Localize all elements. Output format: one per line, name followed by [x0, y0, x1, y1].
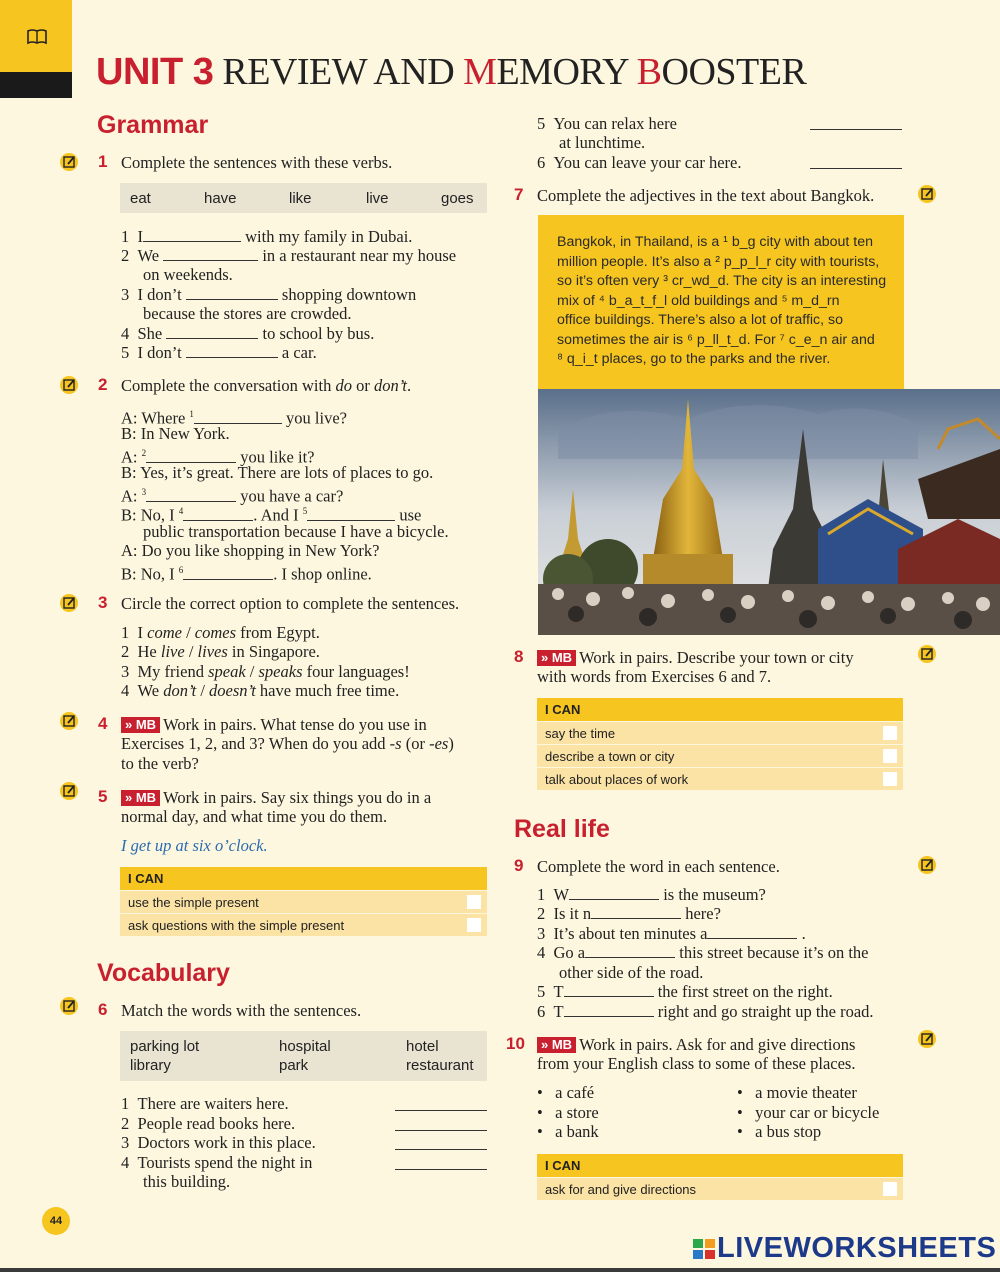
exercise-number: 5 [98, 787, 108, 806]
exercise-instruction-line: normal day, and what time you do them. [121, 807, 388, 826]
word-option: hotel [406, 1038, 439, 1055]
list-item: 1 There are waiters here. [121, 1094, 289, 1113]
list-item: 3 I don’t shopping downtown [121, 285, 417, 304]
text-line: ⁸ q_i_t places, go to the parks and the river. [557, 351, 831, 367]
option[interactable]: speak [208, 662, 246, 681]
memory-booster-badge: » MB [121, 717, 160, 733]
word-option: library [130, 1057, 171, 1074]
dialogue-line: B: No, I $^4$ . And I $^5$ use [121, 505, 422, 525]
word-option: parking lot [130, 1038, 200, 1055]
list-item: 6 You can leave your car here. [537, 153, 742, 172]
book-icon [26, 28, 48, 46]
exercise-number: 6 [98, 1000, 108, 1019]
answer-blank[interactable] [194, 410, 282, 424]
answer-blank[interactable] [186, 286, 278, 300]
real-life-heading: Real life [514, 815, 610, 843]
text-line: office buildings. There’s also a lot of traffic, so [557, 312, 844, 328]
bullet-item: • a café [537, 1083, 595, 1102]
answer-blank[interactable] [707, 925, 797, 939]
answer-blank[interactable] [307, 507, 395, 521]
answer-blank[interactable] [810, 116, 902, 130]
exercise-instruction: Complete the word in each sentence. [537, 857, 780, 876]
exercise-instruction: » MB Work in pairs. What tense do you use in [121, 715, 427, 735]
exercise-instruction: » MB Work in pairs. Describe your town or city [537, 648, 854, 668]
exercise-number: 10 [506, 1034, 525, 1053]
verb-option: eat [130, 190, 151, 207]
answer-blank[interactable] [166, 325, 258, 339]
list-item: 2 People read books here. [121, 1114, 296, 1133]
text-line: so it’s often very ³ cr_wd_d. The city is an interesting [557, 273, 887, 289]
dialogue-line: A: $^3$ you have a car? [121, 486, 344, 506]
bullet-item: • a bus stop [737, 1122, 822, 1141]
text-line: Bangkok, in Thailand, is a ¹ b_g city with about ten [557, 234, 873, 250]
memory-booster-badge: » MB [537, 1037, 576, 1053]
checkbox[interactable] [883, 726, 897, 740]
i-can-heading: I CAN [537, 698, 903, 721]
bullet-item: • a bank [537, 1122, 599, 1141]
memory-booster-badge: » MB [537, 650, 576, 666]
i-can-row: say the time [537, 721, 903, 744]
answer-blank[interactable] [591, 905, 681, 919]
verb-option: like [289, 190, 312, 207]
option[interactable]: comes [194, 623, 237, 642]
exercise-number: 8 [514, 647, 524, 666]
answer-blank[interactable] [183, 507, 253, 521]
answer-blank[interactable] [146, 488, 236, 502]
word-option: restaurant [406, 1057, 474, 1074]
exercise-instruction: Complete the sentences with these verbs. [121, 153, 393, 172]
answer-blank[interactable] [810, 155, 902, 169]
bullet-item: • a movie theater [737, 1083, 857, 1102]
answer-blank[interactable] [569, 886, 659, 900]
checkbox[interactable] [467, 918, 481, 932]
answer-blank[interactable] [186, 344, 278, 358]
option[interactable]: lives [197, 642, 228, 661]
word-box [120, 1031, 487, 1081]
list-item-continued: this building. [143, 1172, 231, 1191]
verb-option: live [366, 190, 389, 207]
i-can-heading: I CAN [120, 867, 487, 890]
i-can-row: describe a town or city [537, 744, 903, 767]
i-can-row: use the simple present [120, 890, 487, 913]
verb-option: goes [441, 190, 474, 207]
dialogue-line: B: No, I $^6$ . I shop online. [121, 564, 372, 584]
i-can-row: ask for and give directions [537, 1177, 903, 1200]
exercise-instruction: » MB Work in pairs. Say six things you do in a [121, 788, 431, 808]
text-line: mix of ⁴ b_a_t_f_l old buildings and ⁵ m_d_rn [557, 292, 840, 309]
answer-blank[interactable] [395, 1097, 487, 1111]
option[interactable]: speaks [258, 662, 303, 681]
memory-booster-badge: » MB [121, 790, 160, 806]
exercise-instruction-line: Exercises 1, 2, and 3? When do you add -s (or -es) [121, 734, 454, 753]
dialogue-line: B: In New York. [121, 424, 230, 443]
i-can-heading: I CAN [537, 1154, 903, 1177]
verb-box [120, 183, 487, 213]
option[interactable]: live [160, 642, 185, 661]
answer-blank[interactable] [564, 1003, 654, 1017]
answer-blank[interactable] [395, 1136, 487, 1150]
answer-blank[interactable] [143, 228, 241, 242]
pencil-icon [60, 997, 78, 1015]
list-item: 6 T right and go straight up the road. [537, 1002, 874, 1021]
verb-option: have [204, 190, 237, 207]
list-item: 3 My friend speak / speaks four languages! [121, 662, 410, 681]
page-title: UNIT 3 REVIEW AND MEMORY BOOSTER [96, 51, 807, 93]
text-line: sometimes the air is ⁶ p_ll_t_d. For ⁷ c_e_n air and [557, 331, 875, 348]
pencil-icon [60, 376, 78, 394]
list-item: 2 We in a restaurant near my house [121, 246, 457, 265]
example-sentence: I get up at six o’clock. [121, 836, 268, 855]
exercise-number: 7 [514, 185, 524, 204]
checkbox[interactable] [467, 895, 481, 909]
i-can-row: ask questions with the simple present [120, 913, 487, 936]
exercise-number: 1 [98, 152, 108, 171]
list-item: 2 He live / lives in Singapore. [121, 642, 320, 661]
pencil-icon [918, 1030, 936, 1048]
checkbox[interactable] [883, 749, 897, 763]
pencil-icon [60, 782, 78, 800]
dialogue-line: A: $^2$ you like it? [121, 447, 315, 467]
list-item: 5 I don’t a car. [121, 343, 317, 362]
list-item: 1 I come / comes from Egypt. [121, 623, 320, 642]
grammar-heading: Grammar [97, 111, 209, 139]
vocabulary-heading: Vocabulary [97, 959, 230, 987]
list-item-continued: at lunchtime. [559, 133, 646, 152]
answer-blank[interactable] [564, 983, 654, 997]
list-item: 5 T the first street on the right. [537, 982, 833, 1001]
i-can-row: talk about places of work [537, 767, 903, 790]
word-option: hospital [279, 1038, 331, 1055]
exercise-instruction: Match the words with the sentences. [121, 1001, 362, 1020]
exercise-number: 9 [514, 856, 524, 875]
dialogue-line: A: Do you like shopping in New York? [121, 541, 380, 560]
answer-blank[interactable] [395, 1156, 487, 1170]
exercise-number: 2 [98, 375, 108, 394]
answer-blank[interactable] [585, 944, 675, 958]
i-can-box [120, 867, 487, 936]
liveworksheets-logo[interactable]: LIVEWORKSHEETS [693, 1232, 996, 1265]
text-line: million people. It’s also a ² p_p_l_r city with tourists, [557, 253, 880, 270]
logo-mark-icon [693, 1235, 715, 1257]
dialogue-line-continued: public transportation because I have a bicycle. [143, 522, 449, 541]
bullet-item: • a store [537, 1103, 599, 1122]
list-item: 1 W is the museum? [537, 885, 766, 904]
page-number: 44 [42, 1207, 70, 1235]
reading-text [538, 215, 904, 389]
option[interactable]: don’t [163, 681, 197, 700]
list-item: 2 Is it n here? [537, 904, 721, 923]
pencil-icon [60, 594, 78, 612]
list-item: 4 We don’t / doesn’t have much free time. [121, 681, 400, 700]
exercise-instruction: Complete the adjectives in the text about Bangkok. [537, 186, 875, 205]
list-item: 3 It’s about ten minutes a . [537, 924, 806, 943]
exercise-instruction: Circle the correct option to complete the sentences. [121, 594, 460, 613]
word-option: park [279, 1057, 309, 1074]
answer-blank[interactable] [183, 566, 273, 580]
answer-blank[interactable] [163, 247, 258, 261]
dialogue-line: A: Where $^1$ you live? [121, 408, 347, 428]
option[interactable]: come [147, 623, 182, 642]
dialogue-line: B: Yes, it’s great. There are lots of places to go. [121, 463, 434, 482]
bottom-border [0, 1268, 1000, 1272]
exercise-number: 3 [98, 593, 108, 612]
list-item-continued: because the stores are crowded. [143, 304, 352, 323]
option[interactable]: doesn’t [209, 681, 256, 700]
list-item: 4 Go a this street because it’s on the [537, 943, 869, 962]
list-item: 5 You can relax here [537, 114, 677, 133]
pencil-icon [918, 856, 936, 874]
exercise-instruction-line: to the verb? [121, 754, 199, 773]
list-item: 4 Tourists spend the night in [121, 1153, 313, 1172]
temple-photo [538, 389, 1000, 635]
checkbox[interactable] [883, 1182, 897, 1196]
checkbox[interactable] [883, 772, 897, 786]
pencil-icon [60, 153, 78, 171]
corner-bar [0, 72, 72, 98]
exercise-instruction: » MB Work in pairs. Ask for and give directions [537, 1035, 855, 1055]
list-item: 3 Doctors work in this place. [121, 1133, 316, 1152]
answer-blank[interactable] [395, 1117, 487, 1131]
i-can-box [537, 1154, 903, 1200]
pencil-icon [60, 712, 78, 730]
answer-blank[interactable] [146, 449, 236, 463]
exercise-number: 4 [98, 714, 108, 733]
bullet-item: • your car or bicycle [737, 1103, 880, 1122]
list-item: 1 I with my family in Dubai. [121, 227, 413, 246]
list-item: 4 She to school by bus. [121, 324, 375, 343]
list-item-continued: other side of the road. [559, 963, 704, 982]
pencil-icon [918, 185, 936, 203]
list-item-continued: on weekends. [143, 265, 233, 284]
exercise-instruction-line: from your English class to some of these places. [537, 1054, 856, 1073]
exercise-instruction: Complete the conversation with do or don’t. [121, 376, 412, 395]
pencil-icon [918, 645, 936, 663]
exercise-instruction-line: with words from Exercises 6 and 7. [537, 667, 772, 686]
i-can-box [537, 698, 903, 790]
